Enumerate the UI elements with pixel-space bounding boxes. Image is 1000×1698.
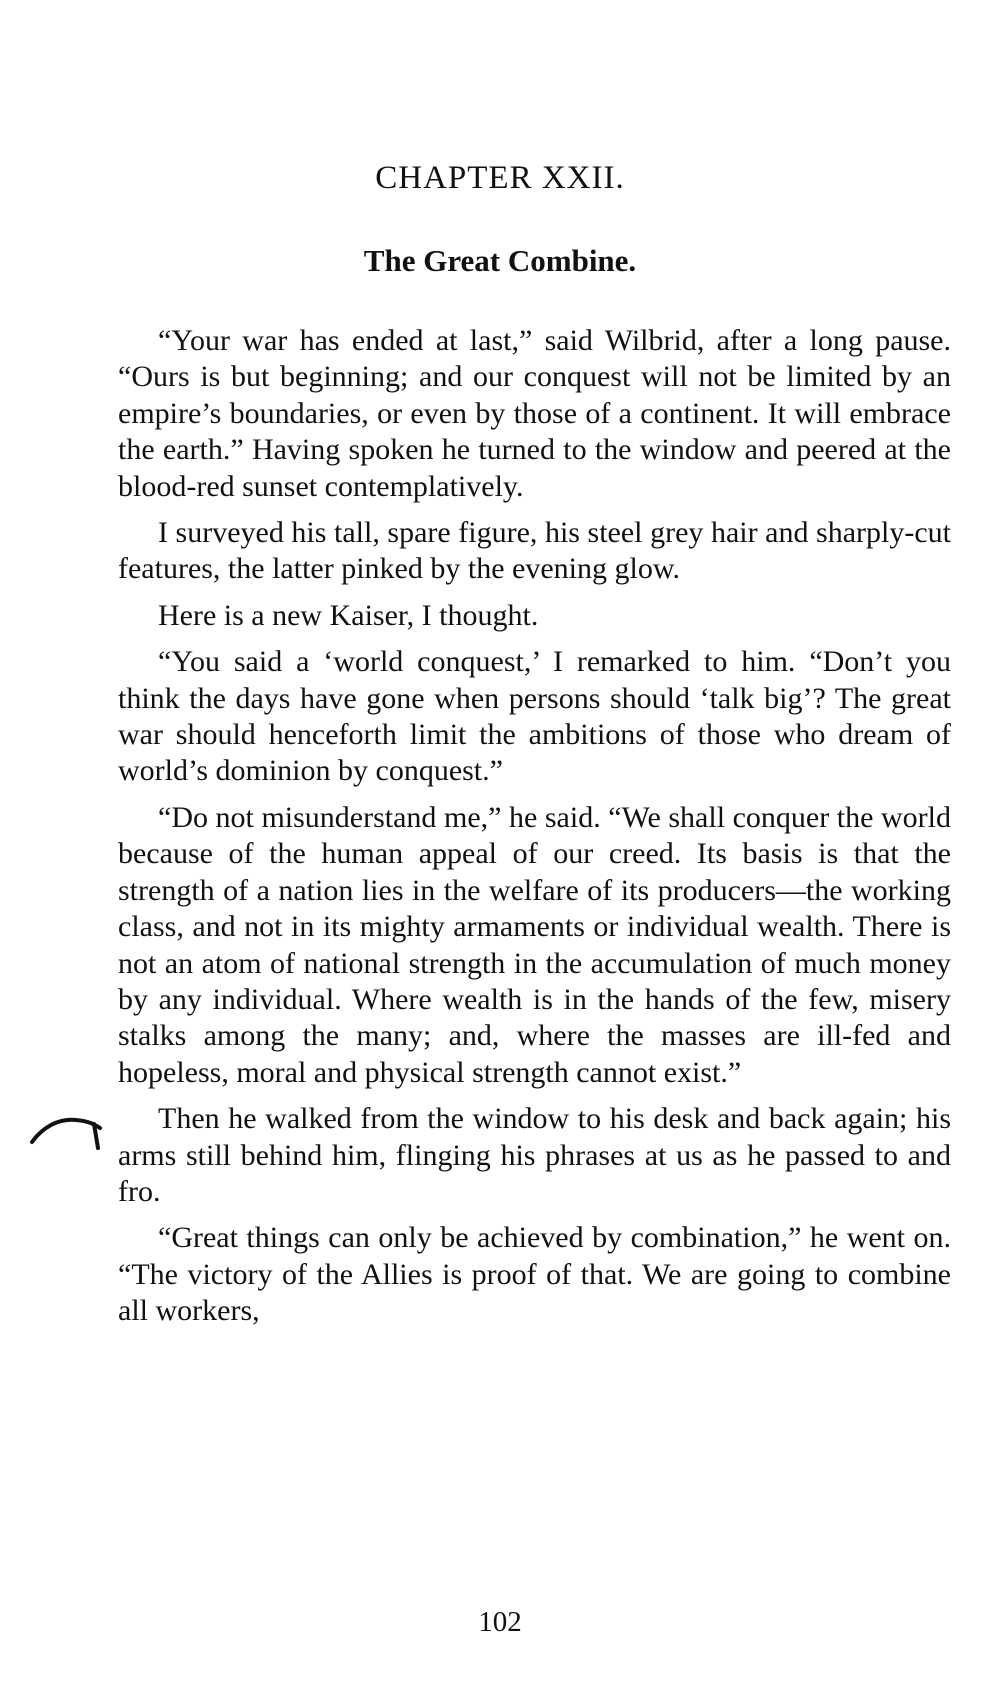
paragraph: Then he walked from the window to his desk and back again; his arms still behind him, flinging his phrases at us as he passed to and fro. [118, 1102, 951, 1208]
paragraph: I surveyed his tall, spare figure, his steel grey hair and sharply-cut features, the latter pinked by the evening glow. [118, 516, 951, 586]
chapter-heading: CHAPTER XXII. [375, 160, 625, 196]
paragraph: “You said a ‘world conquest,’ I remarked to him. “Don’t you think the days have gone when persons should ‘talk big’? The great war should henceforth limit the ambitions of those who dream of world’s dominion by conquest.” [118, 645, 951, 788]
page-number: 102 [478, 1606, 522, 1638]
paragraph: “Your war has ended at last,” said Wilbrid, after a long pause. “Ours is but beginning; and our conquest will not be limited by an empire’s boundaries, or even by those of a continent. It will embrace the earth.” Having spoken he turned to the window and peered at the blood-red sunset contemplatively. [118, 324, 951, 503]
margin-pencil-mark-icon [28, 1090, 108, 1160]
body-text [118, 323, 951, 1340]
paragraph: “Do not misunderstand me,” he said. “We shall conquer the world because of the human appeal of our creed. Its basis is that the strength of a nation lies in the welfare of its producers—the working class, and not in its mighty armaments or individual wealth. There is not an atom of national strength in the accumulation of much money by any individual. Where wealth is in the hands of the few, misery stalks among the many; and, where the masses are ill-fed and hopeless, moral and physical strength cannot exist.” [118, 800, 951, 1089]
paragraph: “Great things can only be achieved by combination,” he went on. “The victory of the Allies is proof of that. We are going to combine all workers, [118, 1221, 951, 1328]
paragraph: Here is a new Kaiser, I thought. [158, 598, 539, 632]
chapter-title: The Great Combine. [363, 243, 637, 278]
